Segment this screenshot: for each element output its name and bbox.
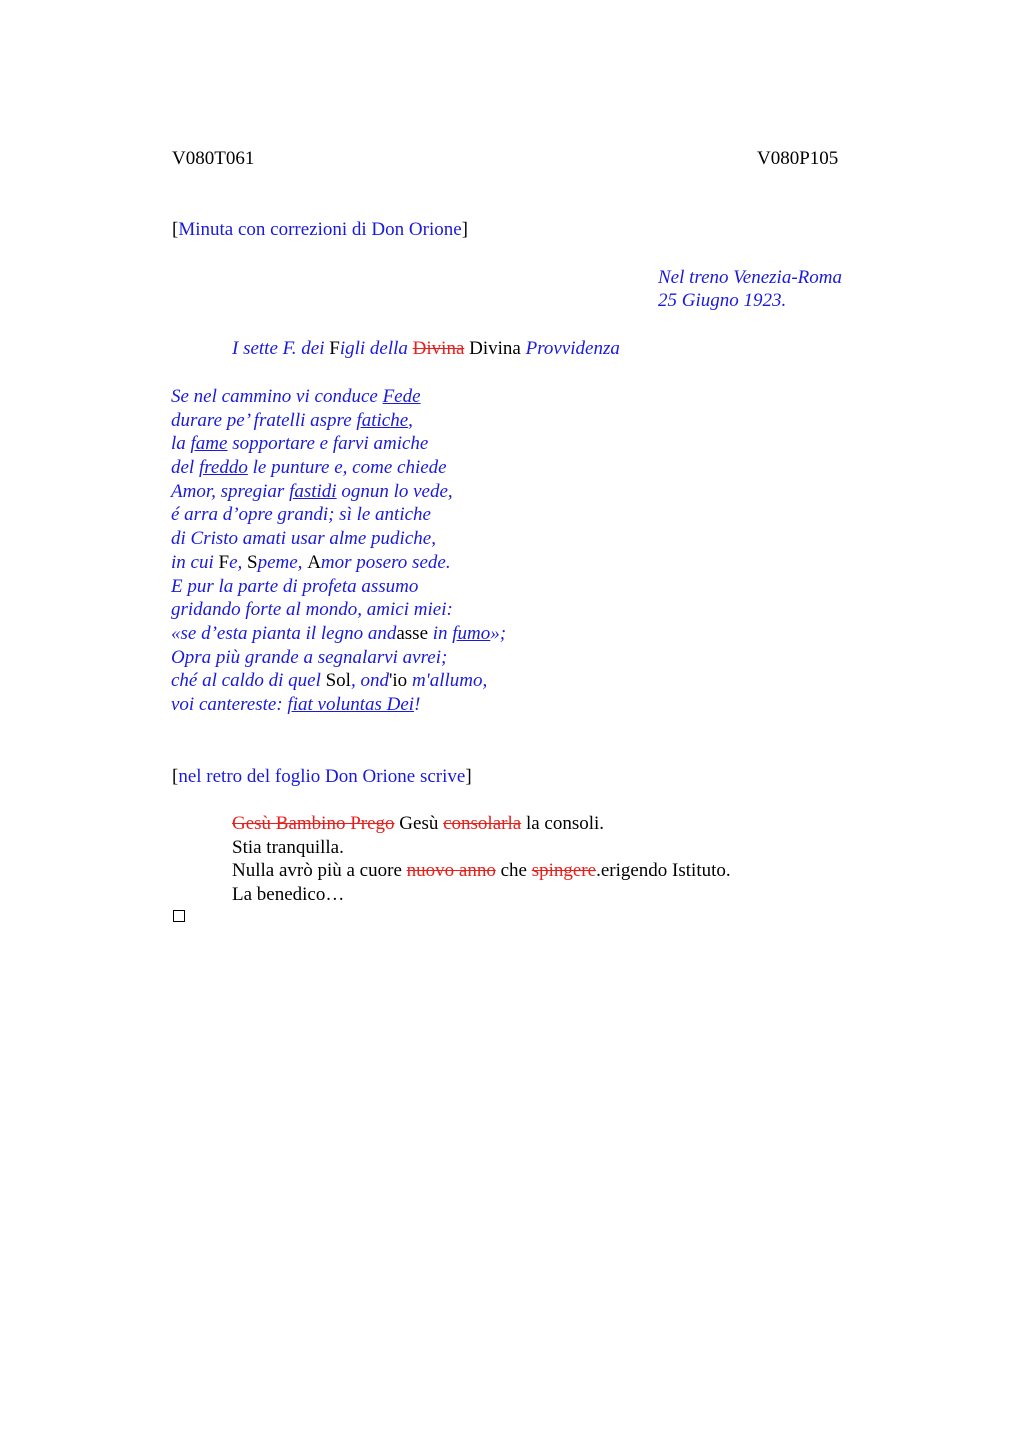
- title-part: Divina: [464, 338, 526, 359]
- correction-text: ': [388, 670, 393, 692]
- poem-line: E pur la parte di profeta assumo: [171, 575, 419, 597]
- poem-line: di Cristo amati usar alme pudiche,: [171, 528, 436, 550]
- retro-line: Stia tranquilla.: [232, 836, 344, 858]
- poem-text: le punture e, come chiede: [247, 457, 447, 479]
- poem-line: gridando forte al mondo, amici miei:: [171, 599, 453, 621]
- poem-line: é arra d’opre grandi; sì le antiche: [171, 504, 431, 526]
- place: Nel treno Venezia-Roma: [658, 267, 842, 288]
- retro-text-part: Gesù: [394, 813, 444, 834]
- poem-text: »;: [490, 622, 507, 644]
- poem-text: «se d’esta pianta il legno and: [171, 622, 397, 644]
- poem-line: [171, 693, 506, 717]
- poem-text: la: [171, 433, 191, 455]
- retro-text-part: la consoli.: [521, 813, 605, 834]
- correction-text: Sol: [325, 670, 351, 692]
- poem-text: Se nel cammino vi conduce: [171, 386, 383, 407]
- initial-letter: S: [247, 551, 258, 573]
- deleted-text: Gesù Bambino Prego: [232, 813, 395, 834]
- poem-text: peme,: [257, 551, 308, 573]
- retro-note: [nel retro del foglio Don Orione scrive]: [172, 766, 472, 787]
- poem-text: mor posero sede.: [320, 551, 451, 573]
- poem-text: ché al caldo di quel: [171, 670, 326, 692]
- retro-text-part: Nulla avrò più a cuore: [232, 860, 407, 882]
- underlined-word: fame: [190, 433, 228, 455]
- retro-text-part: che: [495, 860, 532, 882]
- poem-text: m'allumo,: [411, 670, 488, 692]
- retro-note-text: nel retro del foglio Don Orione scrive: [178, 766, 466, 787]
- poem-line: [171, 622, 506, 646]
- poem-text: !: [414, 693, 421, 715]
- title-part: Provvidenza: [525, 338, 620, 359]
- poem-text: ognun lo vede,: [336, 480, 453, 502]
- poem-line: [171, 551, 506, 575]
- underlined-word: freddo: [198, 457, 248, 479]
- poem-line: [171, 456, 506, 480]
- title-deleted: Divina: [412, 338, 465, 359]
- header-right-code: V080P105: [757, 148, 839, 169]
- poem: [171, 385, 506, 717]
- retro-text: [232, 812, 731, 907]
- place-date: [658, 266, 842, 312]
- retro-line: [232, 812, 731, 836]
- underlined-word: fastidi: [289, 480, 337, 502]
- poem-text: del: [171, 457, 199, 479]
- title-part: igli della: [339, 338, 413, 359]
- poem-text: in: [428, 622, 453, 644]
- deleted-text: spingere: [531, 860, 597, 882]
- poem-line: [171, 385, 506, 409]
- poem-line: [171, 432, 506, 456]
- poem-line: [171, 480, 506, 504]
- underlined-word: fatiche: [356, 409, 409, 431]
- initial-letter: A: [307, 551, 321, 573]
- poem-title: [232, 337, 620, 360]
- retro-text-part: .erigendo Istituto.: [596, 860, 731, 882]
- checkbox-square: [173, 910, 185, 922]
- poem-line: [171, 409, 506, 433]
- underlined-word: fumo: [452, 622, 491, 644]
- poem-text: , ond: [350, 670, 389, 692]
- poem-text: voi cantereste:: [171, 693, 288, 715]
- deleted-text: consolarla: [443, 813, 522, 834]
- poem-text: ,: [408, 409, 413, 431]
- minuta-note: [Minuta con correzioni di Don Orione]: [172, 219, 468, 240]
- title-part: I sette F. dei: [232, 338, 330, 359]
- correction-text: io: [392, 670, 412, 692]
- header-left-code: V080T061: [172, 148, 255, 169]
- poem-line: [171, 669, 506, 693]
- retro-line: [232, 859, 731, 883]
- underlined-word: Fede: [382, 386, 421, 407]
- poem-text: in cui: [171, 551, 219, 573]
- poem-line: Opra più grande a segnalarvi avrei;: [171, 646, 448, 668]
- initial-letter: F: [218, 551, 230, 573]
- correction-text: asse: [396, 622, 428, 644]
- deleted-text: nuovo anno: [406, 860, 496, 882]
- date: 25 Giugno 1923.: [658, 290, 787, 311]
- poem-text: sopportare e farvi amiche: [227, 433, 429, 455]
- title-part: F: [329, 338, 340, 359]
- underlined-word: fiat voluntas Dei: [287, 693, 415, 715]
- retro-line: La benedico…: [232, 884, 345, 906]
- poem-text: Amor, spregiar: [171, 480, 290, 502]
- minuta-note-text: Minuta con correzioni di Don Orione: [178, 219, 462, 240]
- poem-text: durare pe’ fratelli aspre: [171, 409, 357, 431]
- poem-text: e,: [229, 551, 248, 573]
